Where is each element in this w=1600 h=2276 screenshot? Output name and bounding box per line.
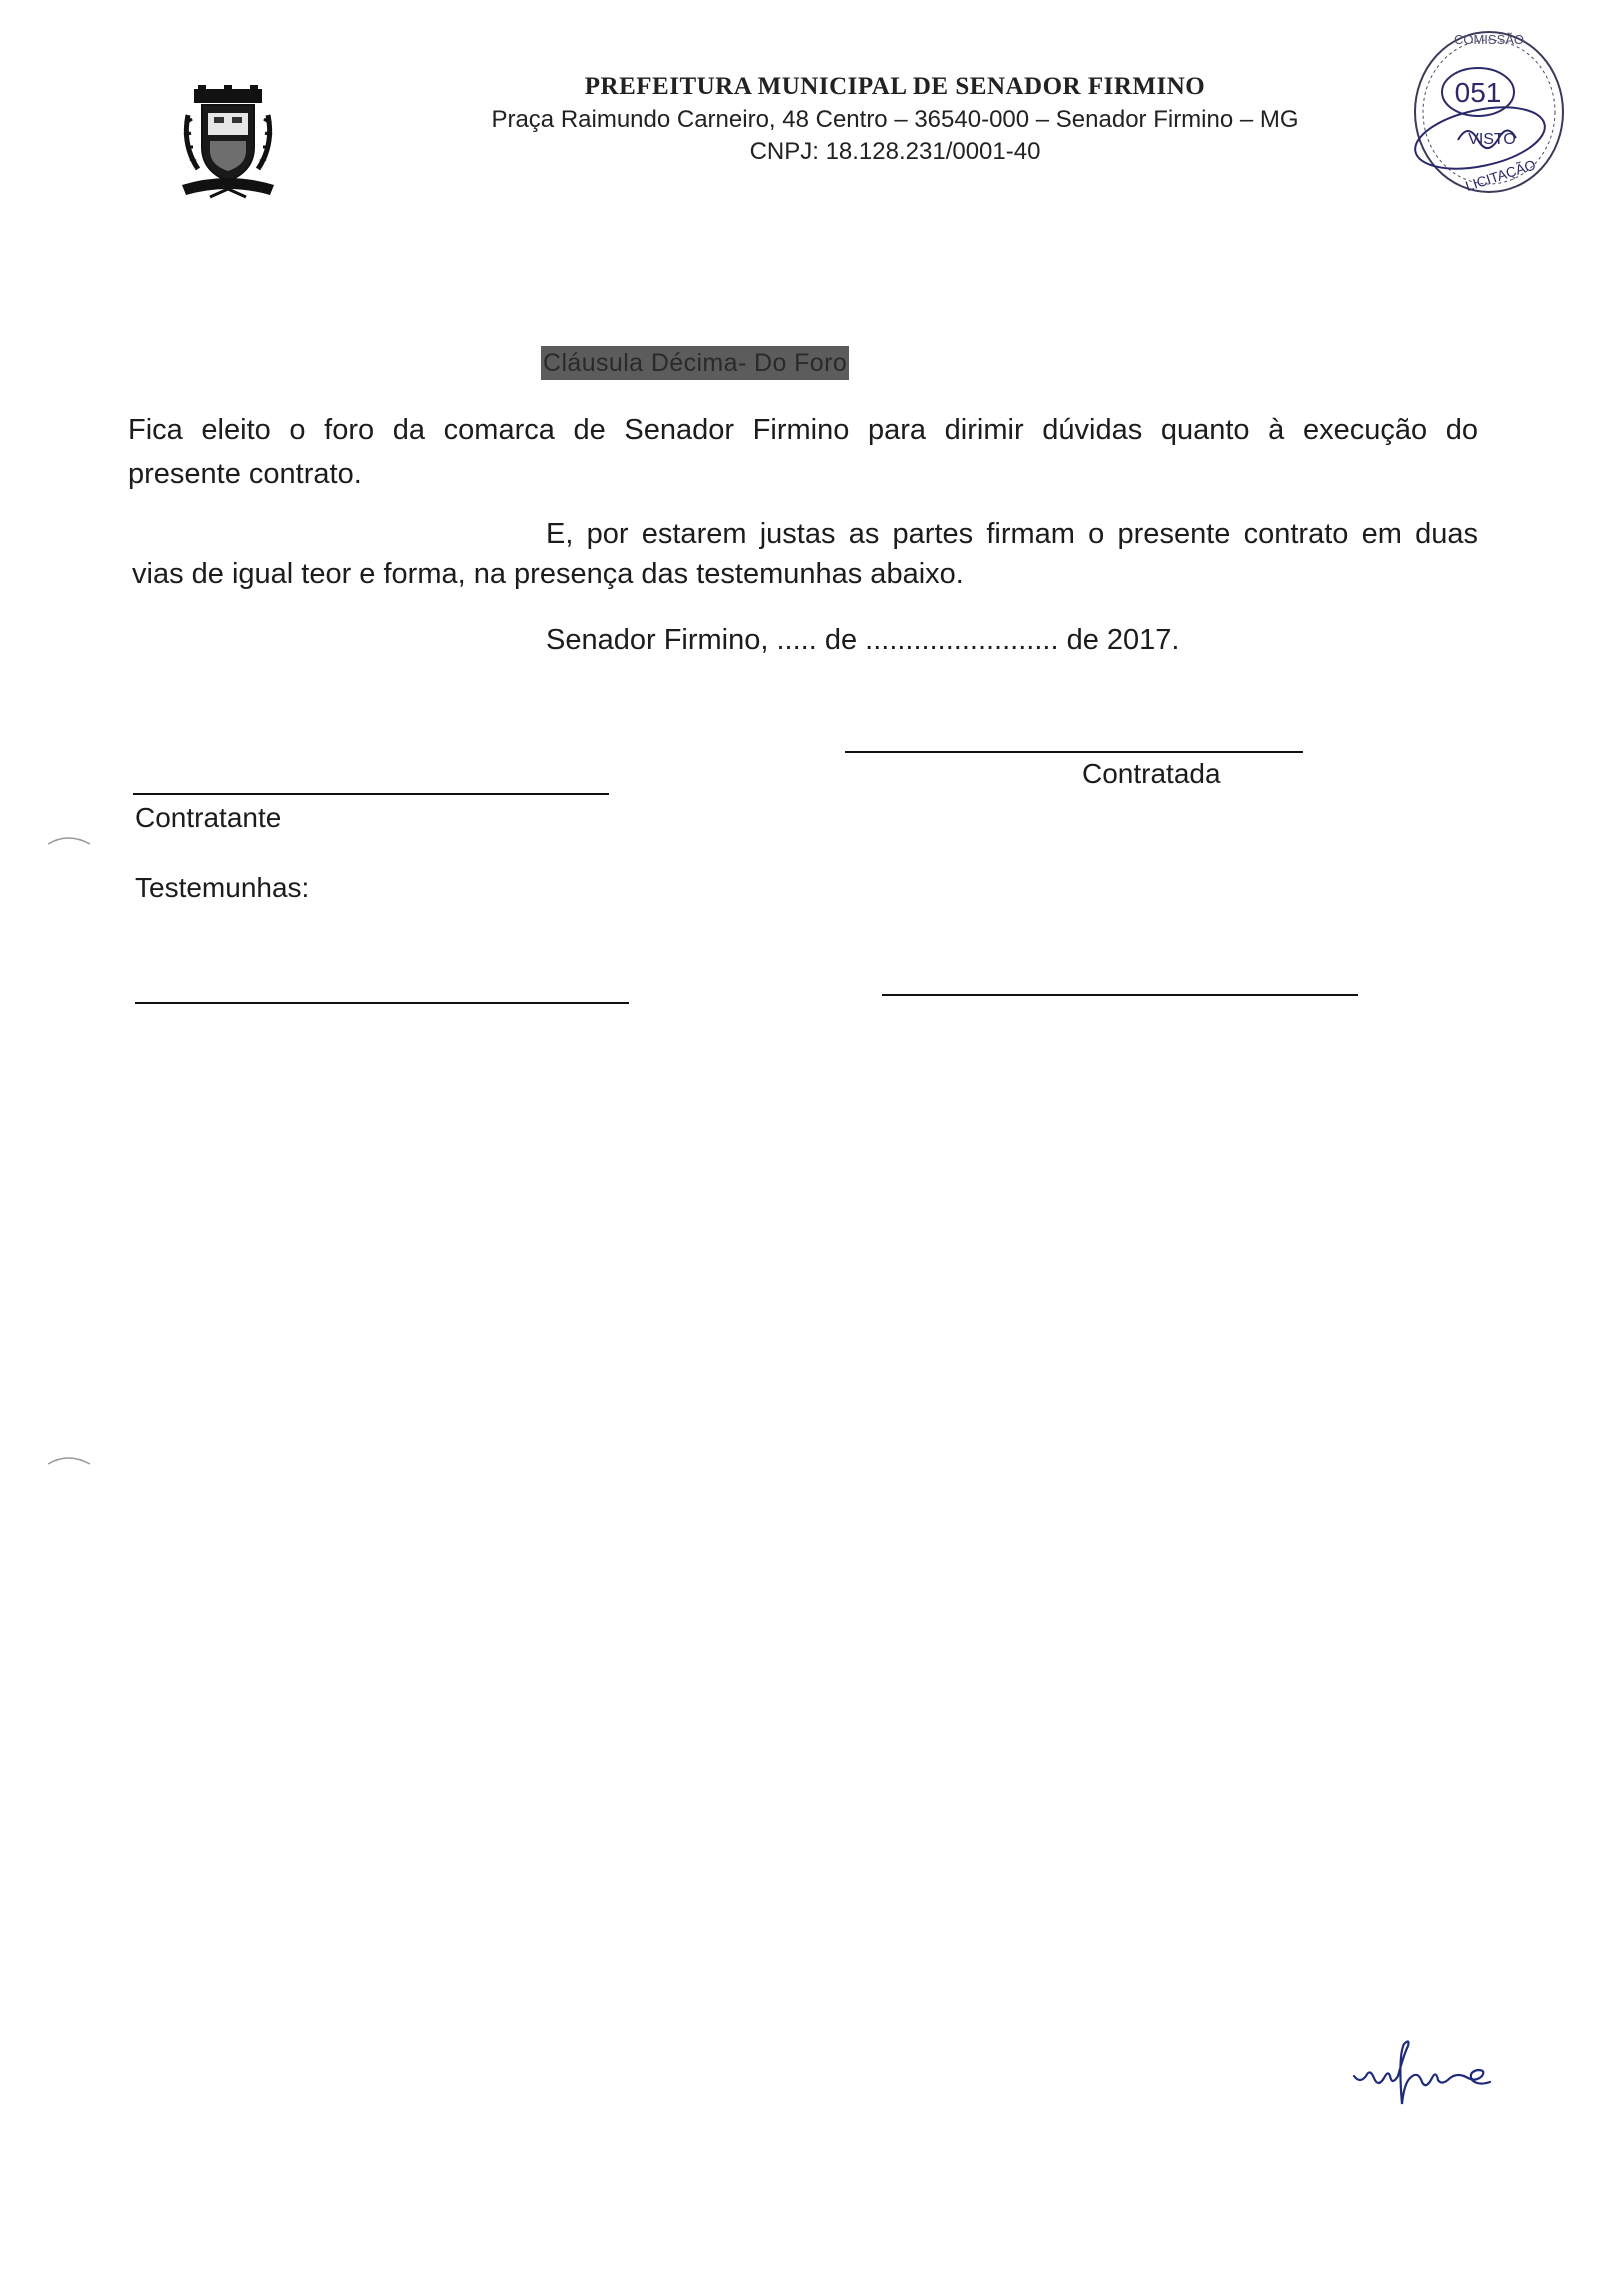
approval-stamp (1408, 20, 1570, 200)
header-address: Praça Raimundo Carneiro, 48 Centro – 36540-000 – Senador Firmino – MG (491, 106, 1299, 133)
svg-text:051: 051 (1454, 77, 1502, 108)
punch-hole-mark (46, 830, 92, 850)
paragraph-partes-line2: vias de igual teor e forma, na presença das testemunhas abaixo. (132, 558, 964, 590)
handwritten-rubric (1348, 2030, 1538, 2110)
date-line: Senador Firmino, ..... de ........................ de 2017. (546, 624, 1180, 656)
contratante-label: Contratante (135, 802, 282, 833)
header-cnpj: CNPJ: 18.128.231/0001-40 (749, 138, 1041, 165)
witness-2-signature-line (882, 994, 1358, 996)
svg-text:VISTO: VISTO (1468, 131, 1516, 148)
header-title: PREFEITURA MUNICIPAL DE SENADOR FIRMINO (584, 73, 1206, 100)
punch-hole-mark (46, 1450, 92, 1470)
svg-text:LICITAÇÃO: LICITAÇÃO (1463, 156, 1538, 195)
paragraph-partes-line1: E, por estarem justas as partes firmam o presente contrato em duas (546, 518, 1478, 550)
witness-1-signature-line (135, 1002, 629, 1004)
contratante-signature-line (133, 793, 609, 795)
contratada-signature-line (845, 751, 1303, 753)
paragraph-foro-line2: presente contrato. (128, 458, 362, 490)
clause-title: Cláusula Décima- Do Foro (541, 346, 849, 380)
svg-text:COMISSÃO: COMISSÃO (1453, 32, 1525, 47)
contratada-label: Contratada (1082, 758, 1221, 789)
paragraph-foro-line1: Fica eleito o foro da comarca de Senador Firmino para dirimir dúvidas quanto à execução do (128, 414, 1478, 446)
testemunhas-label: Testemunhas: (135, 872, 310, 903)
